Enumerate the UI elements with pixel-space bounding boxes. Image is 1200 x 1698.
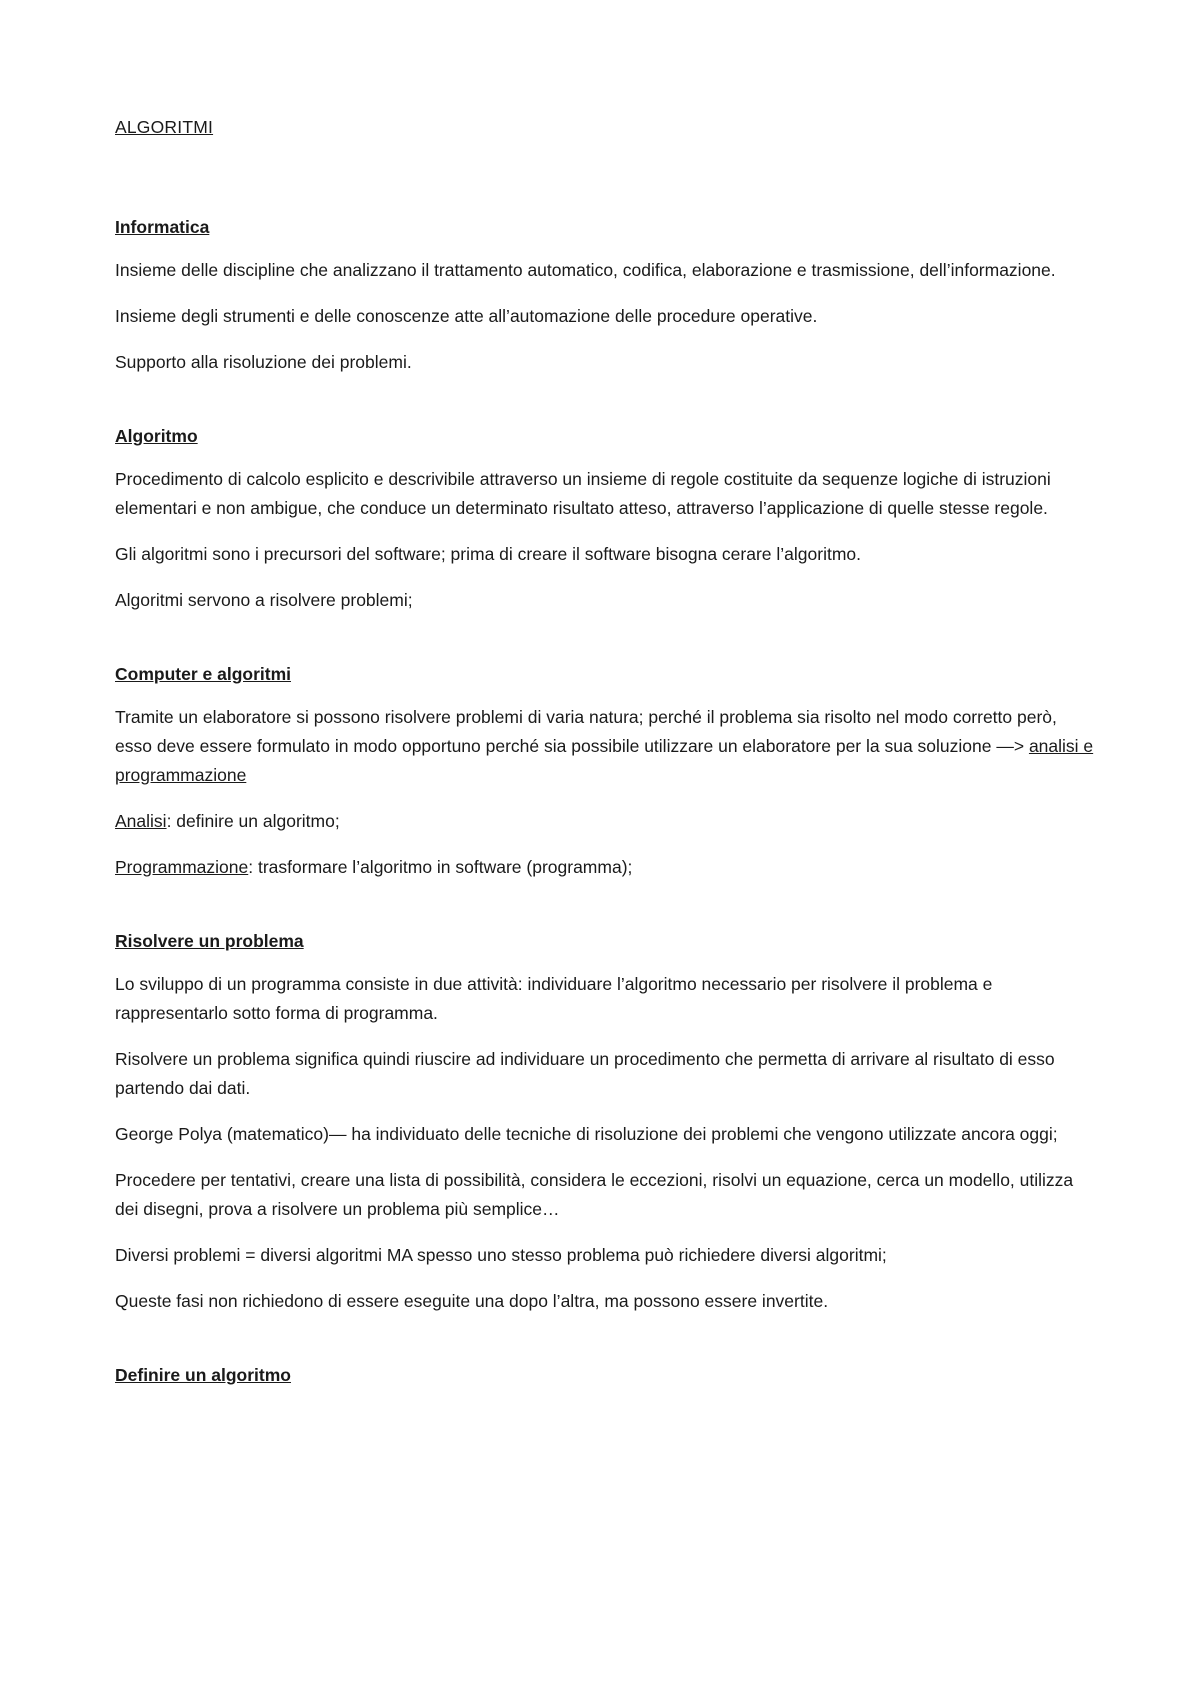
paragraph: Risolvere un problema significa quindi riuscire ad individuare un procedimento che permetta di arrivare al risultato di esso partendo dai dati. [115, 1049, 1055, 1098]
section-heading: Definire un algoritmo [115, 1365, 291, 1385]
definition-term: Programmazione [115, 857, 249, 877]
paragraph-text: Tramite un elaboratore si possono risolvere problemi di varia natura; perché il problema sia risolto nel modo corretto però, esso deve essere formulato in modo opportuno perché sia possibile utilizzare un elaboratore per la sua soluzione —> [115, 707, 1057, 756]
definition-programmazione [115, 853, 1095, 882]
paragraph: Lo sviluppo di un programma consiste in due attività: individuare l’algoritmo necessario per risolvere il problema e rappresentarlo sotto forma di programma. [115, 974, 993, 1023]
definition-text: : definire un algoritmo; [166, 811, 340, 831]
underlined-phrase: analisi e programmazione [115, 736, 1094, 785]
paragraph: Supporto alla risoluzione dei problemi. [115, 352, 412, 372]
paragraph: Algoritmi servono a risolvere problemi; [115, 590, 413, 610]
definition-analisi [115, 807, 1095, 836]
section-heading: Algoritmo [115, 426, 198, 446]
document-title: ALGORITMI [115, 117, 214, 137]
paragraph: Diversi problemi = diversi algoritmi MA spesso uno stesso problema può richiedere diversi algoritmi; [115, 1245, 887, 1265]
paragraph: Gli algoritmi sono i precursori del software; prima di creare il software bisogna cerare l’algoritmo. [115, 544, 861, 564]
definition-text: : trasformare l’algoritmo in software (programma); [248, 857, 633, 877]
section-informatica [115, 213, 1095, 377]
section-algoritmo [115, 422, 1095, 615]
section-risolvere-un-problema [115, 927, 1095, 1316]
paragraph: Procedere per tentativi, creare una lista di possibilità, considera le eccezioni, risolvi un equazione, cerca un modello, utilizza dei disegni, prova a risolvere un problema più semplice… [115, 1170, 1074, 1219]
paragraph [115, 703, 1095, 790]
section-definire-un-algoritmo [115, 1361, 1095, 1390]
paragraph: Insieme degli strumenti e delle conoscenze atte all’automazione delle procedure operative. [115, 306, 818, 326]
section-computer-e-algoritmi [115, 660, 1095, 882]
paragraph: Procedimento di calcolo esplicito e descrivibile attraverso un insieme di regole costituite da sequenze logiche di istruzioni elementari e non ambigue, che conduce un determinato risultato atteso, attraverso l’applicazione di quelle stesse regole. [115, 469, 1051, 518]
document-body [115, 113, 1095, 1407]
paragraph: George Polya (matematico)— ha individuato delle tecniche di risoluzione dei problemi che vengono utilizzate ancora oggi; [115, 1124, 1058, 1144]
paragraph: Insieme delle discipline che analizzano il trattamento automatico, codifica, elaborazione e trasmissione, dell’informazione. [115, 260, 1056, 280]
section-heading: Informatica [115, 217, 210, 237]
section-heading: Risolvere un problema [115, 931, 304, 951]
paragraph: Queste fasi non richiedono di essere eseguite una dopo l’altra, ma possono essere invertite. [115, 1291, 829, 1311]
section-heading: Computer e algoritmi [115, 664, 291, 684]
definition-term: Analisi [115, 811, 167, 831]
